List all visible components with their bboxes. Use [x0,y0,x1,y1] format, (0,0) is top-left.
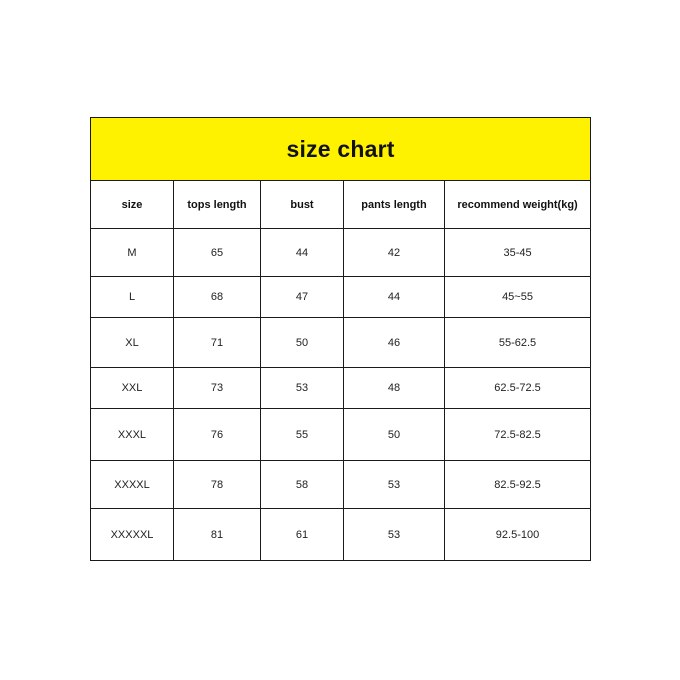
tops-length-cell: 71 [174,318,261,368]
column-header-pants-length: pants length [344,181,445,229]
size-cell: L [91,277,174,318]
bust-cell: 53 [261,368,344,409]
bust-cell: 50 [261,318,344,368]
table-row [91,318,591,368]
tops-length-cell: 68 [174,277,261,318]
pants-length-cell: 53 [344,461,445,509]
size-cell: M [91,229,174,277]
table-row [91,509,591,561]
pants-length-cell: 53 [344,509,445,561]
tops-length-cell: 81 [174,509,261,561]
column-header-tops-length: tops length [174,181,261,229]
bust-cell: 58 [261,461,344,509]
bust-cell: 55 [261,409,344,461]
table-row [91,368,591,409]
weight-cell: 45~55 [445,277,591,318]
size-cell: XXXL [91,409,174,461]
tops-length-cell: 73 [174,368,261,409]
weight-cell: 72.5-82.5 [445,409,591,461]
size-cell: XXL [91,368,174,409]
tops-length-cell: 78 [174,461,261,509]
bust-cell: 61 [261,509,344,561]
weight-cell: 62.5-72.5 [445,368,591,409]
pants-length-cell: 46 [344,318,445,368]
pants-length-cell: 42 [344,229,445,277]
column-header-size: size [91,181,174,229]
bust-cell: 44 [261,229,344,277]
title-row [91,118,591,181]
bust-cell: 47 [261,277,344,318]
column-header-recommend-weight: recommend weight(kg) [445,181,591,229]
header-row [91,181,591,229]
size-cell: XXXXXL [91,509,174,561]
size-chart-table [90,117,591,561]
size-cell: XXXXL [91,461,174,509]
table-row [91,229,591,277]
weight-cell: 35-45 [445,229,591,277]
pants-length-cell: 50 [344,409,445,461]
tops-length-cell: 76 [174,409,261,461]
pants-length-cell: 44 [344,277,445,318]
table-row [91,277,591,318]
weight-cell: 82.5-92.5 [445,461,591,509]
chart-title: size chart [91,118,591,181]
pants-length-cell: 48 [344,368,445,409]
weight-cell: 55-62.5 [445,318,591,368]
tops-length-cell: 65 [174,229,261,277]
table-row [91,409,591,461]
column-header-bust: bust [261,181,344,229]
table-row [91,461,591,509]
weight-cell: 92.5-100 [445,509,591,561]
size-cell: XL [91,318,174,368]
